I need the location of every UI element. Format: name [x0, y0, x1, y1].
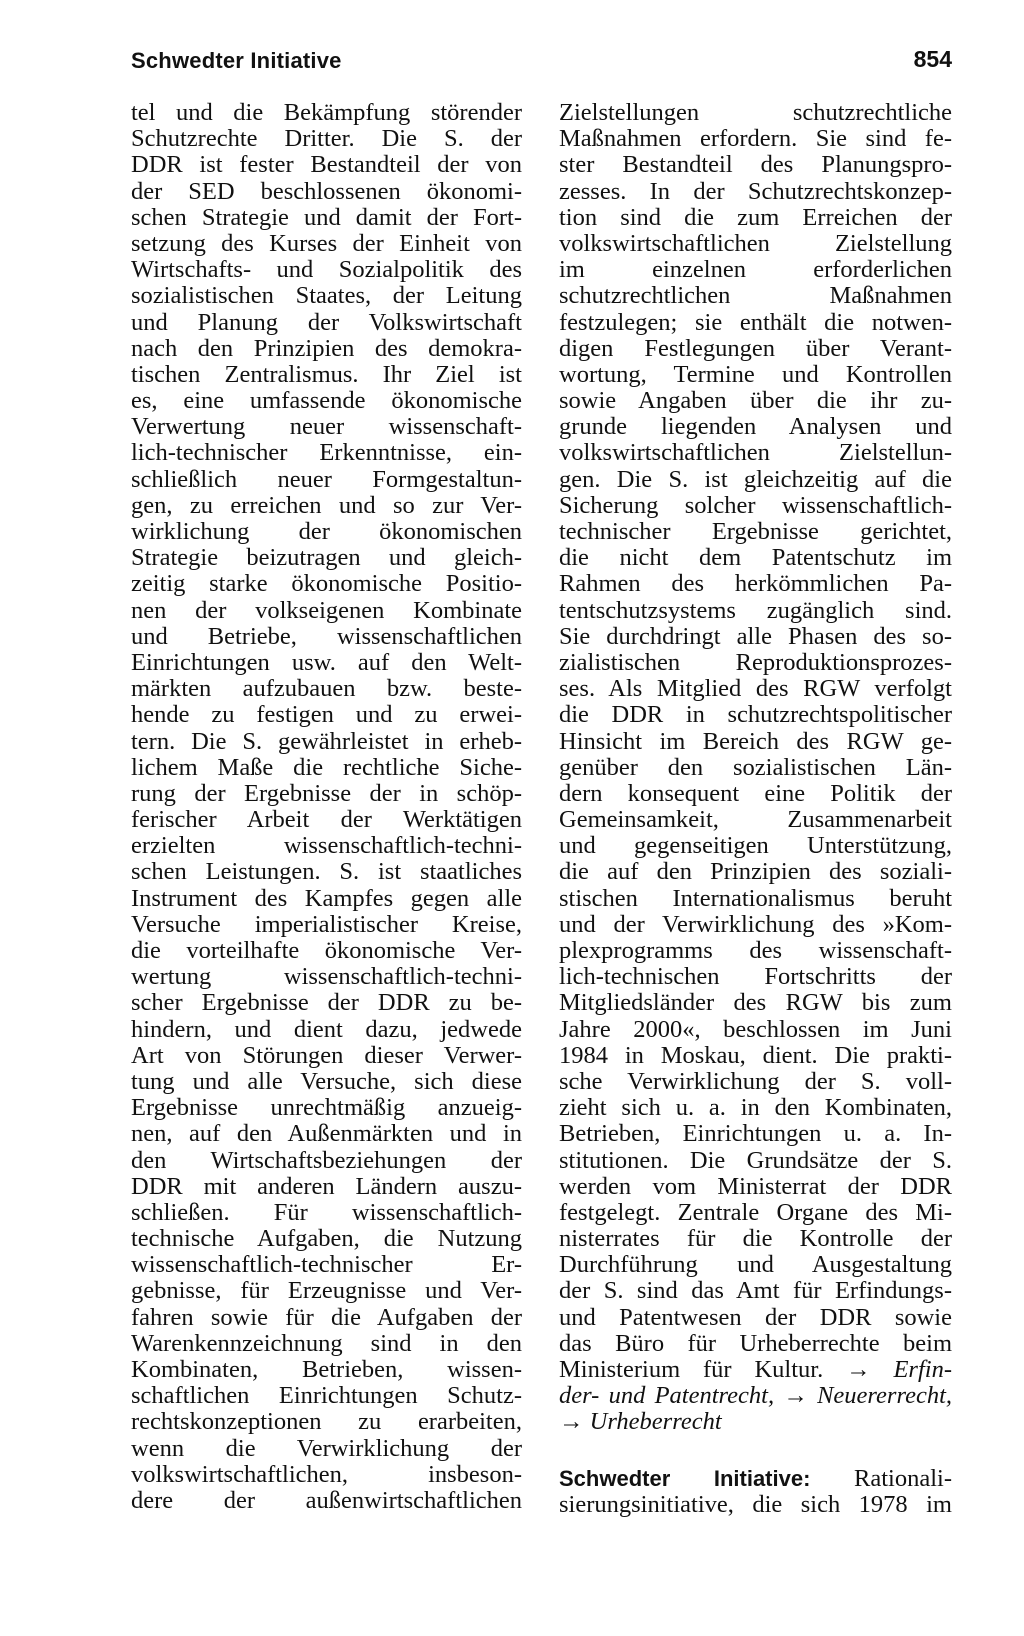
- text-line: volkswirtschaftlichen Zielstellung: [559, 229, 952, 257]
- text-line: und der Verwirklichung des »Kom-: [559, 910, 952, 938]
- text-line: lichem Maße die rechtliche Siche-: [131, 753, 522, 781]
- text-line: Ministerium für Kultur. → Erfin-: [559, 1356, 952, 1383]
- text-line: grunde liegenden Analysen und: [559, 413, 952, 441]
- text-line: Rahmen des herkömmlichen Pa-: [559, 570, 952, 598]
- text-line: festzulegen; sie enthält die notwen-: [559, 308, 952, 336]
- entry-headword: Schwedter Initiative:: [559, 1465, 811, 1491]
- entry-start-line: Schwedter Initiative: Rationali-: [559, 1464, 952, 1492]
- text-line: Durchführung und Ausgestaltung: [559, 1251, 952, 1279]
- text-line: nach den Prinzipien des demokra-: [131, 334, 522, 362]
- text-line: tischen Zentralismus. Ihr Ziel ist: [131, 360, 522, 388]
- text-line: wirklichung der ökonomischen: [131, 518, 522, 545]
- text-line: sozialistischen Staates, der Leitung: [131, 282, 522, 310]
- text-line: Jahre 2000«, beschlossen im Juni: [559, 1015, 952, 1043]
- text-line: Kombinaten, Betrieben, wissen-: [131, 1356, 522, 1383]
- text-line: und Betriebe, wissenschaftlichen: [131, 622, 522, 650]
- text-line: volkswirtschaftlichen, insbeson-: [131, 1460, 522, 1488]
- text-line: werden vom Ministerrat der DDR: [559, 1172, 952, 1200]
- entry-separator: [559, 1436, 952, 1466]
- cross-reference[interactable]: Erfin-: [893, 1356, 952, 1383]
- text-line: Maßnahmen erfordern. Sie sind fe-: [559, 125, 952, 153]
- text-line: märkten aufzubauen bzw. beste-: [131, 675, 522, 703]
- text-line: genüber den sozialistischen Län-: [559, 753, 952, 781]
- text-line: ses. Als Mitglied des RGW verfolgt: [559, 675, 952, 703]
- text-line: Betrieben, Einrichtungen u. a. In-: [559, 1120, 952, 1148]
- text-line: sowie Angaben über die ihr zu-: [559, 387, 952, 415]
- text-line: schutzrechtlichen Maßnahmen: [559, 282, 952, 310]
- text-line: ferischer Arbeit der Werktätigen: [131, 806, 522, 834]
- text-line: nen, auf den Außenmärkten und in: [131, 1120, 522, 1148]
- text-line: schließlich neuer Formgestaltun-: [131, 465, 522, 493]
- text-line: schaftlichen Einrichtungen Schutz-: [131, 1382, 522, 1410]
- text-line: wortung, Termine und Kontrollen: [559, 360, 952, 388]
- text-line: 1984 in Moskau, dient. Die prakti-: [559, 1041, 952, 1069]
- right-text-column: [559, 100, 952, 1518]
- text-line: das Büro für Urheberrechte beim: [559, 1329, 952, 1357]
- text-line: tion sind die zum Erreichen der: [559, 203, 952, 231]
- text-line: zialistischen Reproduktionsprozes-: [559, 648, 952, 676]
- text-line: Zielstellungen schutzrechtliche: [559, 99, 952, 126]
- text-line: tern. Die S. gewährleistet in erheb-: [131, 727, 522, 755]
- text-line: die DDR in schutzrechtspolitischer: [559, 701, 952, 729]
- page-number: 854: [913, 46, 952, 72]
- text-line: rechtskonzeptionen zu erarbeiten,: [131, 1408, 522, 1436]
- text-line: Warenkennzeichnung sind in den: [131, 1329, 522, 1357]
- text-line: hende zu festigen und zu erwei-: [131, 701, 522, 729]
- text-line: tel und die Bekämpfung störender: [131, 99, 522, 126]
- text-line: Verwertung neuer wissenschaft-: [131, 413, 522, 441]
- text-line: DDR ist fester Bestandteil der von: [131, 151, 522, 179]
- text-line: Ergebnisse unrechtmäßig anzueig-: [131, 1094, 522, 1122]
- text-line: lich-technischer Erkenntnisse, ein-: [131, 439, 522, 467]
- text-line: nisterrates für die Kontrolle der: [559, 1225, 952, 1253]
- text-line: tung und alle Versuche, sich diese: [131, 1067, 522, 1095]
- text-line: erzielten wissenschaftlich-techni-: [131, 832, 522, 860]
- text-line: scher Ergebnisse der DDR zu be-: [131, 989, 522, 1017]
- text-line: zieht sich u. a. in den Kombinaten,: [559, 1094, 952, 1122]
- text-line: den Wirtschaftsbeziehungen der: [131, 1146, 522, 1174]
- text-line: ster Bestandteil des Planungspro-: [559, 151, 952, 179]
- text-line: Mitgliedsländer des RGW bis zum: [559, 989, 952, 1017]
- text-line: plexprogramms des wissenschaft-: [559, 937, 952, 964]
- text-line: dern konsequent eine Politik der: [559, 779, 952, 807]
- text-line: sierungsinitiative, die sich 1978 im: [559, 1490, 952, 1518]
- text-line: Sicherung solcher wissenschaftlich-: [559, 491, 952, 519]
- text-line: digen Festlegungen über Verant-: [559, 334, 952, 362]
- text-line: und Planung der Volkswirtschaft: [131, 308, 522, 336]
- text-line: Gemeinsamkeit, Zusammenarbeit: [559, 806, 952, 834]
- text-line: nen der volkseigenen Kombinate: [131, 596, 522, 624]
- text-line: zeitig starke ökonomische Positio-: [131, 570, 522, 598]
- text-line: setzung des Kurses der Einheit von: [131, 229, 522, 257]
- text-line: volkswirtschaftlichen Zielstellun-: [559, 439, 952, 467]
- text-line: Art von Störungen dieser Verwer-: [131, 1041, 522, 1069]
- text-line: und gegenseitigen Unterstützung,: [559, 832, 952, 860]
- text-line: Versuche imperialistischer Kreise,: [131, 910, 522, 938]
- text-line: Sie durchdringt alle Phasen des so-: [559, 622, 952, 650]
- text-line: die vorteilhafte ökonomische Ver-: [131, 937, 522, 964]
- text-line: lich-technischen Fortschritts der: [559, 963, 952, 991]
- text-line: fahren sowie für die Aufgaben der: [131, 1303, 522, 1331]
- text-line: gen. Die S. ist gleichzeitig auf die: [559, 465, 952, 493]
- cross-reference-line[interactable]: → Urheberrecht: [559, 1408, 722, 1436]
- text-line: es, eine umfassende ökonomische: [131, 387, 522, 415]
- text-line: sche Verwirklichung der S. voll-: [559, 1067, 952, 1095]
- text-line: DDR mit anderen Ländern auszu-: [131, 1172, 522, 1200]
- text-line: technischer Ergebnisse gerichtet,: [559, 518, 952, 545]
- text-line: Strategie beizutragen und gleich-: [131, 544, 522, 572]
- text-line: der S. sind das Amt für Erfindungs-: [559, 1277, 952, 1305]
- text-line: tentschutzsystems zugänglich sind.: [559, 596, 952, 624]
- text-line: dere der außenwirtschaftlichen: [131, 1486, 522, 1514]
- text-line: wertung wissenschaftlich-techni-: [131, 963, 522, 991]
- text-line: die auf den Prinzipien des soziali-: [559, 858, 952, 886]
- text-line: Wirtschafts- und Sozialpolitik des: [131, 256, 522, 284]
- text-line: festgelegt. Zentrale Organe des Mi-: [559, 1198, 952, 1226]
- text-line: der SED beschlossenen ökonomi-: [131, 177, 522, 205]
- text-line: wenn die Verwirklichung der: [131, 1434, 522, 1462]
- text-line: gebnisse, für Erzeugnisse und Ver-: [131, 1277, 522, 1305]
- text-line: im einzelnen erforderlichen: [559, 256, 952, 284]
- text-line: schließen. Für wissenschaftlich-: [131, 1198, 522, 1226]
- text-line: stitutionen. Die Grundsätze der S.: [559, 1146, 952, 1174]
- text-line: Hinsicht im Bereich des RGW ge-: [559, 727, 952, 755]
- cross-reference-line[interactable]: der- und Patentrecht, → Neuererrecht,: [559, 1382, 952, 1410]
- text-line: zesses. In der Schutzrechtskonzep-: [559, 177, 952, 205]
- text-line: Schutzrechte Dritter. Die S. der: [131, 125, 522, 153]
- text-line: rung der Ergebnisse der in schöp-: [131, 779, 522, 807]
- text-line: Instrument des Kampfes gegen alle: [131, 884, 522, 912]
- text-line: und Patentwesen der DDR sowie: [559, 1303, 952, 1331]
- text-line: wissenschaftlich-technischer Er-: [131, 1251, 522, 1279]
- running-header-title: Schwedter Initiative: [131, 48, 342, 73]
- right-column-body: [559, 100, 952, 1357]
- text-line: stischen Internationalismus beruht: [559, 884, 952, 912]
- text-line: hindern, und dient dazu, jedwede: [131, 1015, 522, 1043]
- text-line: schen Leistungen. S. ist staatliches: [131, 858, 522, 886]
- text-line: Einrichtungen usw. auf den Welt-: [131, 648, 522, 676]
- text-line: technische Aufgaben, die Nutzung: [131, 1225, 522, 1253]
- text-line: gen, zu erreichen und so zur Ver-: [131, 491, 522, 519]
- left-text-column: [131, 100, 522, 1514]
- text-line: schen Strategie und damit der Fort-: [131, 203, 522, 231]
- text-line: die nicht dem Patentschutz im: [559, 544, 952, 572]
